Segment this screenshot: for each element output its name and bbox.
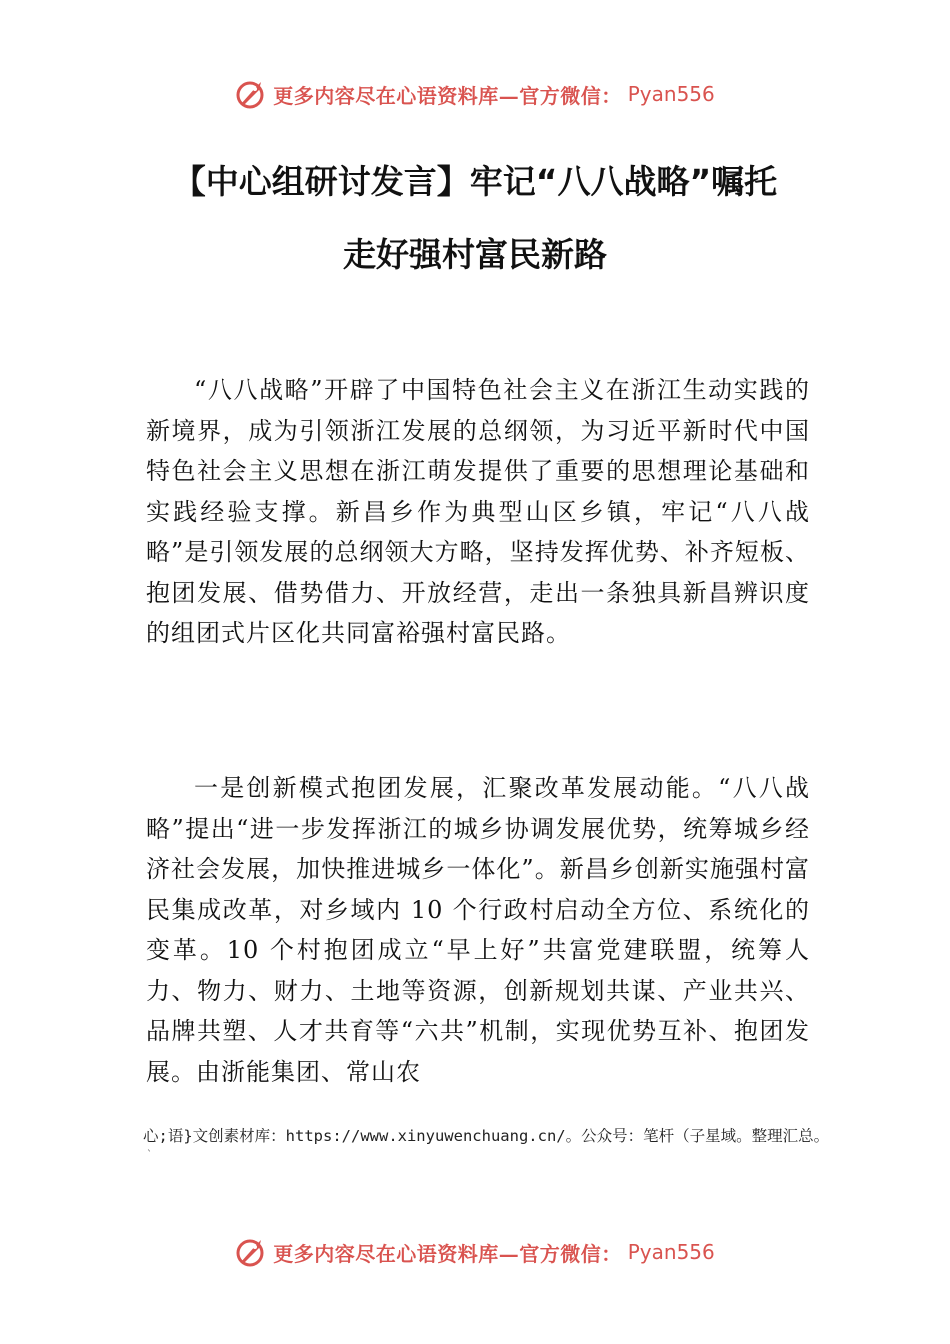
pen-circle-logo-icon xyxy=(235,1236,267,1268)
page-title-line2: 走好强村富民新路 xyxy=(343,235,607,274)
top-banner xyxy=(0,74,950,114)
footer-tick-mark: ` xyxy=(147,1150,152,1161)
footer-source-note: 心;语}文创素材库：https://www.xinyuwenchuang.cn/。公众号：笔杆（子星域。整理汇总。 xyxy=(143,1127,830,1145)
banner-wechat-id: Pyan556 xyxy=(627,82,715,106)
banner-text: 更多内容尽在心语资料库—官方微信： xyxy=(273,83,622,108)
bottom-banner xyxy=(0,1232,950,1272)
body-paragraph-1: “八八战略”开辟了中国特色社会主义在浙江生动实践的新境界，成为引领浙江发展的总纲领，为习近平新时代中国特色社会主义思想在浙江萌发提供了重要的思想理论基础和实践经验支撑。新昌乡作为典型山区乡镇，牢记“八八战略”是引领发展的总纲领大方略，坚持发挥优势、补齐短板、抱团发展、借势借力、开放经营，走出一条独具新昌辨识度的组团式片区化共同富裕强村富民路。 xyxy=(146,376,810,647)
banner-text: 更多内容尽在心语资料库—官方微信： xyxy=(273,1241,622,1266)
banner-wechat-id: Pyan556 xyxy=(627,1240,715,1264)
body-paragraph-2: 一是创新模式抱团发展，汇聚改革发展动能。“八八战略”提出“进一步发挥浙江的城乡协调发展优势，统筹城乡经济社会发展，加快推进城乡一体化”。新昌乡创新实施强村富民集成改革，对乡域内 10 个行政村启动全方位、系统化的变革。10 个村抱团成立“早上好”共富党建联盟，统筹人力、物力、财力、土地等资源，创新规划共谋、产业共兴、品牌共塑、人才共育等“六共”机制，实现优势互补、抱团发展。由浙能集团、常山农 xyxy=(146,774,810,1086)
pen-circle-logo-icon xyxy=(235,78,267,110)
page-title-line1: 【中心组研讨发言】牢记“八八战略”嘱托 xyxy=(172,162,778,201)
